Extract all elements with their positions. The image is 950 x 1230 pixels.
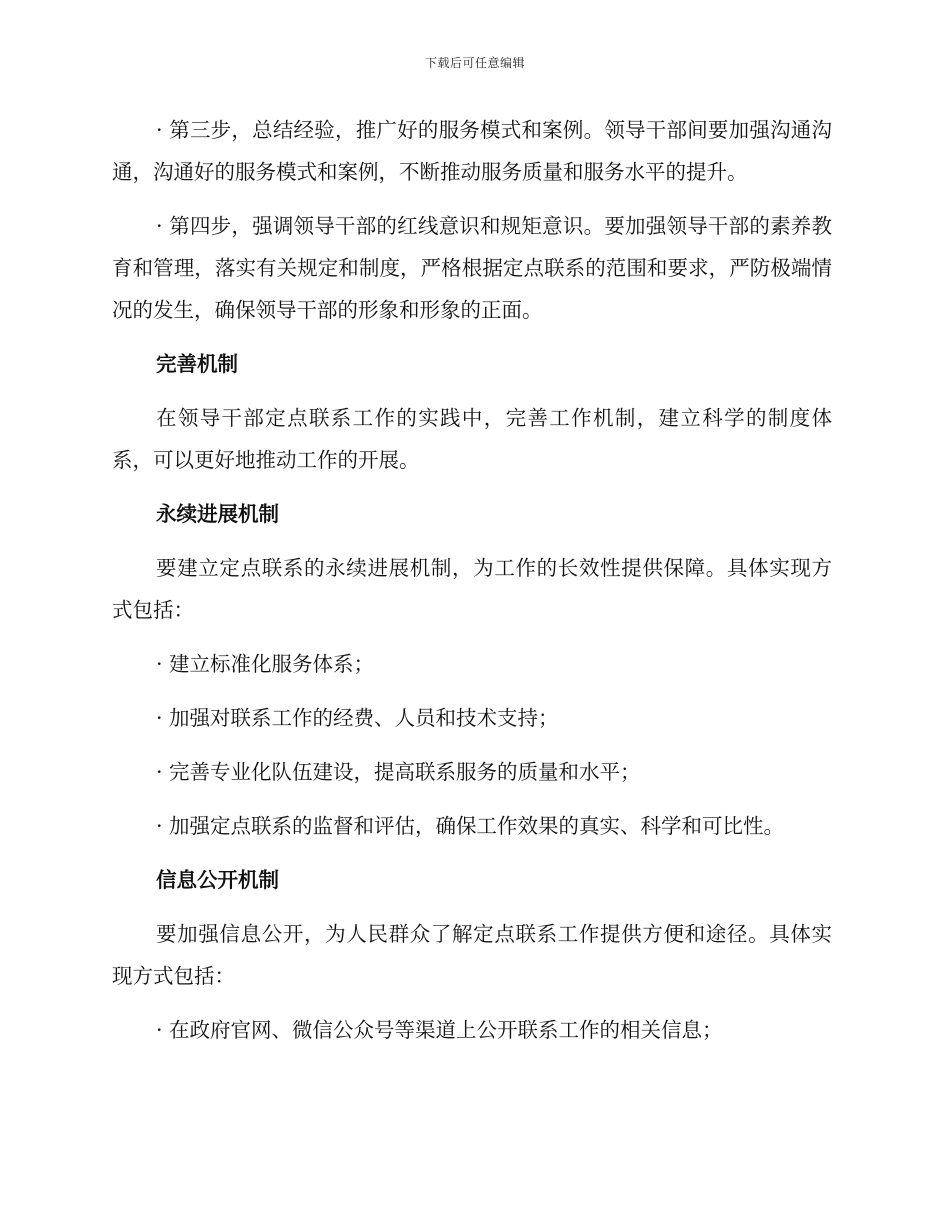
section-heading-improve-mechanism: 完善机制	[156, 352, 238, 376]
spacer	[112, 535, 832, 547]
section-heading-info-disclosure: 信息公开机制	[156, 868, 279, 892]
document-body	[112, 109, 832, 1051]
spacer	[112, 481, 832, 493]
spacer	[112, 793, 832, 805]
list-item: · 建立标准化服务体系；	[156, 652, 375, 676]
list-item: · 加强对联系工作的经费、人员和技术支持；	[156, 706, 559, 730]
paragraph-sustainable-intro: 要建立定点联系的永续进展机制，为工作的长效性提供保障。具体实现方式包括：	[112, 556, 832, 622]
list-item: · 在政府官网、微信公众号等渠道上公开联系工作的相关信息；	[156, 1018, 723, 1042]
spacer	[112, 739, 832, 751]
spacer	[112, 685, 832, 697]
spacer	[112, 631, 832, 643]
paragraph-step-four: · 第四步，强调领导干部的红线意识和规矩意识。要加强领导干部的素养教育和管理，落实有关规定和制度，严格根据定点联系的范围和要求，严防极端情况的发生，确保领导干部的形象和形象的正面。	[112, 214, 832, 322]
spacer	[112, 385, 832, 397]
list-item: · 完善专业化队伍建设，提高联系服务的质量和水平；	[156, 760, 641, 784]
paragraph-improve-mechanism: 在领导干部定点联系工作的实践中，完善工作机制，建立科学的制度体系，可以更好地推动工作的开展。	[112, 406, 832, 472]
spacer	[112, 997, 832, 1009]
spacer	[112, 847, 832, 859]
section-heading-sustainable-mechanism: 永续进展机制	[156, 502, 279, 526]
spacer	[112, 331, 832, 343]
paragraph-step-three: · 第三步，总结经验，推广好的服务模式和案例。领导干部间要加强沟通沟通，沟通好的服务模式和案例，不断推动服务质量和服务水平的提升。	[112, 118, 832, 184]
page-header: 下载后可任意编辑	[424, 56, 525, 70]
spacer	[112, 193, 832, 205]
paragraph-info-disclosure-intro: 要加强信息公开，为人民群众了解定点联系工作提供方便和途径。具体实现方式包括：	[112, 922, 832, 988]
spacer	[112, 901, 832, 913]
list-item: · 加强定点联系的监督和评估，确保工作效果的真实、科学和可比性。	[156, 814, 785, 838]
